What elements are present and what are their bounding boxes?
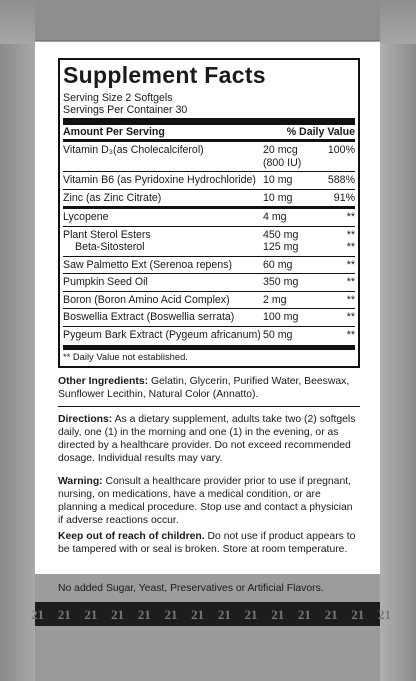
nutrient-amount: 20 mcg [263, 144, 298, 156]
nutrient-row [63, 209, 355, 226]
nutrient-dv: 588% [327, 174, 355, 186]
band-number: 21 [84, 607, 98, 622]
nutrient-dv: ** [346, 276, 355, 288]
nutrient-name: Pumpkin Seed Oil [63, 276, 148, 288]
nutrient-row [63, 172, 355, 189]
band-number: 21 [111, 607, 125, 622]
band-number: 21 [244, 607, 258, 622]
facts-header [63, 125, 355, 139]
nutrient-dv: ** [346, 211, 355, 223]
nutrient-dv: ** [346, 241, 355, 253]
band-number: 21 [377, 607, 391, 622]
decorative-number-band [31, 602, 391, 626]
nutrient-amount: 2 mg [263, 293, 287, 306]
band-number: 21 [271, 607, 285, 622]
facts-title: Supplement Facts [63, 62, 266, 88]
keep-text: Do not use if product appears to be tampered with or seal is broken. Store at room temperature. [58, 531, 356, 555]
nutrient-row [63, 327, 355, 344]
nutrient-amount: 4 mg [263, 211, 287, 223]
nutrient-name: Vitamin D₃(as Cholecalciferol) [63, 144, 204, 156]
nutrient-row [63, 190, 355, 207]
band-number: 21 [137, 607, 151, 622]
directions [58, 413, 360, 465]
warning-label: Warning: [58, 476, 103, 487]
nutrient-dv: ** [346, 328, 355, 341]
nutrient-row [63, 309, 355, 326]
band-number: 21 [31, 607, 44, 622]
nutrient-dv: 100% [327, 144, 355, 156]
other-ingredients-label: Other Ingredients: [58, 376, 149, 387]
nutrient-amount: 10 mg [263, 174, 293, 186]
keep-out-of-reach [58, 530, 360, 556]
daily-value-label: % Daily Value [286, 126, 355, 138]
nutrient-amount: 50 mg [263, 328, 293, 341]
nutrient-name: Pygeum Bark Extract (Pygeum africanum) [63, 328, 261, 341]
nutrient-dv: ** [346, 228, 355, 241]
box-top-face [35, 0, 380, 41]
nutrient-amount: 100 mg [263, 311, 299, 323]
warning-text: Consult a healthcare provider prior to use if pregnant, nursing, on medications, have a medical condition, or are planning a medical procedure. Stop use and contact a physician if adverse reactions occur. [58, 476, 353, 526]
nutrient-row [63, 274, 355, 291]
nutrient-amount: 10 mg [263, 191, 293, 204]
nutrient-name: Boswellia Extract (Boswellia serrata) [63, 311, 235, 323]
facts-footnote: ** Daily Value not established. [63, 351, 188, 362]
nutrient-name: Boron (Boron Amino Acid Complex) [63, 293, 230, 306]
nutrient-dv: ** [346, 293, 355, 306]
other-ingredients-text: Gelatin, Glycerin, Purified Water, Beeswax, Sunflower Lecithin, Natural Color (Annatto). [58, 376, 350, 400]
nutrient-dv: ** [346, 311, 355, 323]
nutrient-dv: 91% [333, 191, 355, 204]
nutrient-row [63, 292, 355, 309]
nutrient-amount: 350 mg [263, 276, 299, 288]
supplement-facts-table [58, 58, 360, 368]
nutrient-name: Beta-Sitosterol [75, 241, 145, 253]
nutrient-name: Lycopene [63, 211, 109, 223]
band-number: 21 [191, 607, 205, 622]
amount-per-serving-label: Amount Per Serving [63, 126, 165, 138]
serving-size: Serving Size 2 Softgels [63, 92, 173, 104]
nutrient-amount: 450 mg [263, 228, 299, 241]
nutrient-name: Vitamin B6 (as Pyridoxine Hydrochloride) [63, 174, 256, 186]
nutrient-dv: ** [346, 258, 355, 271]
box-bottom [35, 626, 380, 681]
band-number: 21 [351, 607, 365, 622]
warning [58, 475, 360, 527]
no-added-statement: No added Sugar, Yeast, Preservatives or Artificial Flavors. [58, 583, 324, 594]
nutrient-amount-iu: (800 IU) [263, 156, 302, 169]
nutrient-name: Zinc (as Zinc Citrate) [63, 191, 162, 204]
directions-text: As a dietary supplement, adults take two (2) softgels daily, one (1) in the morning and one (1) in the evening, or as directed by a healthcare provider. Do not exceed recommended dosage. Individual results may vary. [58, 414, 356, 464]
band-number: 21 [164, 607, 178, 622]
keep-label: Keep out of reach of children. [58, 531, 205, 542]
nutrient-row [63, 227, 355, 242]
band-number: 21 [324, 607, 338, 622]
nutrient-amount: 125 mg [263, 241, 299, 253]
nutrient-name: Saw Palmetto Ext (Serenoa repens) [63, 258, 232, 271]
nutrient-name: Plant Sterol Esters [63, 228, 151, 241]
directions-label: Directions: [58, 414, 113, 425]
nutrient-row [63, 241, 355, 256]
nutrient-row [63, 257, 355, 274]
other-ingredients [58, 375, 360, 401]
nutrient-row [63, 142, 355, 171]
band-number: 21 [217, 607, 231, 622]
box-right-edge [377, 44, 416, 681]
band-number: 21 [57, 607, 71, 622]
box-left-edge [0, 44, 35, 681]
nutrient-amount: 60 mg [263, 258, 293, 271]
band-number: 21 [297, 607, 311, 622]
servings-per-container: Servings Per Container 30 [63, 104, 188, 116]
